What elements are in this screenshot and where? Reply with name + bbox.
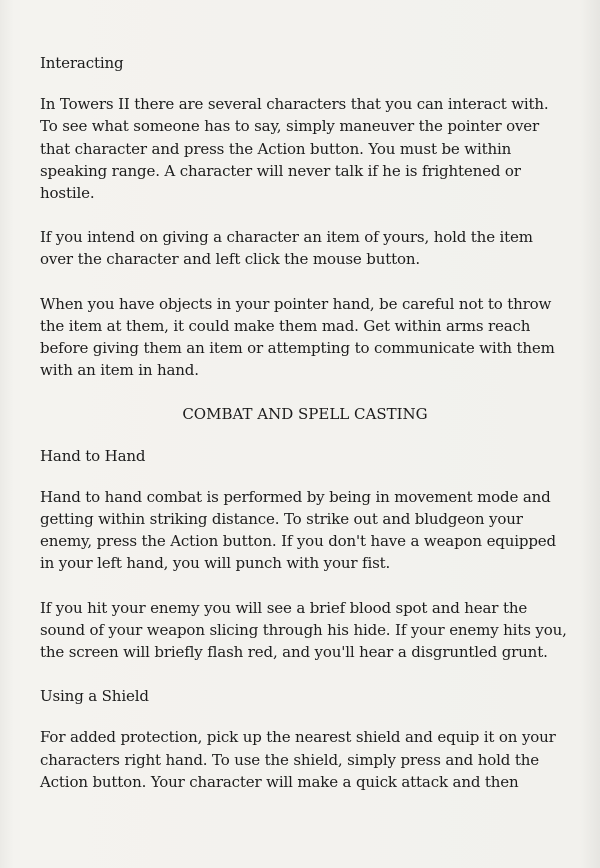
combat-section-title: COMBAT AND SPELL CASTING [182, 405, 428, 424]
hand-to-hand-paragraph-1: Hand to hand combat is performed by being in movement mode and getting within striking distance. To strike out and bludgeon your enemy, press the Action button. If you don't have a weapon equipped in your left hand, you will punch with your fist. [40, 487, 556, 573]
interacting-paragraph-1: In Towers II there are several characters that you can interact with. To see what someone has to say, simply maneuver the pointer over that character and press the Action button. You must be within speaking range. A character will never talk if he is frightened or hostile. [40, 95, 549, 203]
hand-to-hand-heading: Hand to Hand [40, 446, 146, 465]
interacting-paragraph-3: When you have objects in your pointer hand, be careful not to throw the item at them, it could make them mad. Get within arms reach before giving them an item or attempting to communicate with them with an item in hand. [40, 294, 555, 380]
using-shield-paragraph-1: For added protection, pick up the nearest shield and equip it on your characters right hand. To use the shield, simply press and hold the Action button. Your character will make a quick attack and then [40, 728, 556, 791]
interacting-paragraph-2: If you intend on giving a character an item of yours, hold the item over the character and left click the mouse button. [40, 228, 533, 269]
page-content [40, 52, 570, 815]
interacting-heading: Interacting [40, 54, 124, 72]
hand-to-hand-paragraph-2: If you hit your enemy you will see a brief blood spot and hear the sound of your weapon slicing through his hide. If your enemy hits you, the screen will briefly flash red, and you'll hear a disgruntled grunt. [40, 598, 567, 662]
using-shield-heading: Using a Shield [40, 687, 149, 706]
